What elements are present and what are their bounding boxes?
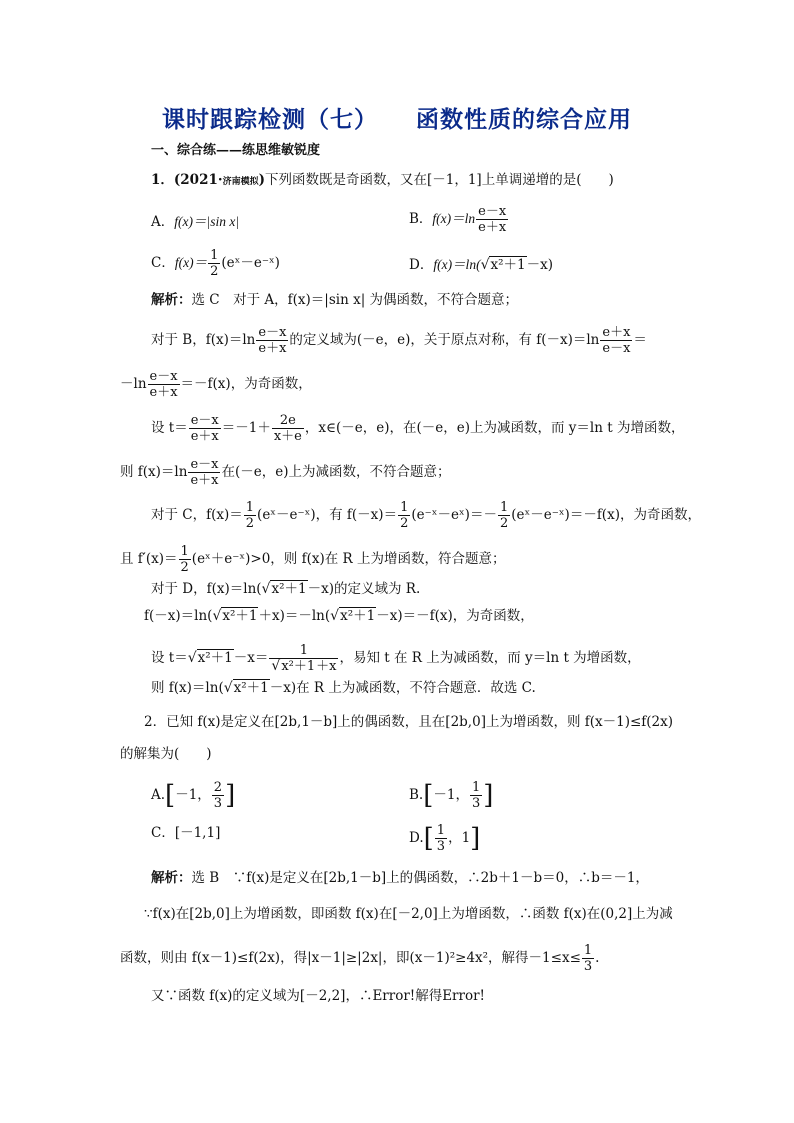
a1-l2-end: ＝ [633, 332, 647, 348]
a1-l9-end: －x)＝－f(x)，为奇函数， [376, 608, 534, 624]
option-c-label: C． [151, 255, 175, 271]
a1-l4-end: ，x∈(－e，e)，在(－e，e)上为减函数，而 y＝ln t 为增函数， [304, 420, 685, 436]
frac-den: e＋x [190, 429, 219, 444]
answer-label: 解析： [151, 870, 192, 886]
a1-l2-start: 对于 B，f(x)＝ln [151, 332, 256, 348]
sqrt-body: x²＋1 [271, 581, 307, 597]
half-frac [179, 544, 191, 575]
half-frac [398, 500, 410, 531]
right-bracket: ] [483, 780, 494, 811]
sqrt-body: x²＋1 [490, 257, 526, 273]
frac-num: 1 [269, 643, 338, 659]
a2-l3-frac [582, 943, 594, 974]
q1-source: (2021· [173, 172, 223, 188]
option-b-pre: f(x)＝ln [432, 211, 476, 226]
title-right: 函数性质的综合应用 [416, 106, 632, 133]
frac-den: 2 [400, 516, 409, 531]
frac-den: 3 [471, 796, 481, 811]
frac-num: 2 [213, 780, 223, 795]
a1-l10-start: 设 t＝ [151, 650, 188, 666]
sqrt-icon: √ [187, 650, 197, 666]
frac-num: 1 [471, 780, 481, 795]
a1-l2-frac1 [256, 325, 288, 356]
title-left: 课时跟踪检测（七） [162, 106, 378, 133]
frac-num: 1 [210, 248, 219, 263]
a1-l9-start: f(－x)＝ln( [144, 608, 213, 624]
q1-option-b [409, 204, 509, 235]
sqrt-icon: √ [223, 680, 233, 696]
a2-line-1 [151, 868, 649, 888]
plus-x: ＋x [316, 659, 337, 674]
frac-num: e－x [190, 457, 219, 472]
left-bracket: [ [423, 823, 434, 854]
frac-den: e＋x [258, 341, 287, 356]
a1-line-10 [151, 643, 641, 674]
q1-number: 1． [151, 172, 174, 188]
q1-option-d [409, 255, 553, 275]
right-bracket: ] [470, 823, 481, 854]
q1-stem [151, 170, 614, 192]
frac-num: 1 [499, 500, 509, 515]
a1-l3-start: －ln [120, 376, 147, 392]
a1-l5-end: 在(－e，e)上为减函数，不符合题意； [221, 464, 451, 480]
q2-option-a [151, 780, 235, 811]
option-c-frac [208, 248, 220, 279]
sqrt-body: x²＋1 [222, 608, 258, 624]
a1-l9-mid: ＋x)＝－ln( [258, 608, 331, 624]
left-bracket: [ [423, 780, 434, 811]
a1-l8-start: 对于 D，f(x)＝ln( [151, 581, 262, 597]
q1-option-a [151, 212, 239, 232]
a1-line-11 [151, 678, 536, 698]
frac-den: 3 [213, 796, 223, 811]
answer-label: 解析： [151, 292, 192, 308]
option-b-frac [476, 204, 508, 235]
q2-option-c: C．[－1,1] [151, 825, 221, 841]
q1-source-end: ) [258, 172, 265, 188]
q2-stem-2: 的解集为( ) [120, 746, 212, 762]
a1-l4-mid: ＝－1＋ [221, 420, 271, 436]
a1-line-9 [144, 606, 534, 626]
a1-line-7 [120, 544, 505, 575]
option-a-frac [212, 780, 224, 811]
frac-num: 1 [180, 544, 189, 559]
a2-l3-end: . [595, 950, 600, 966]
a1-line-4 [151, 413, 684, 444]
a1-l4-start: 设 t＝ [151, 420, 188, 436]
frac-den: 3 [583, 959, 593, 974]
sqrt-body: x²＋1 [281, 659, 316, 674]
a2-line-3 [120, 943, 599, 974]
a1-l11-end: －x)在 R 上为减函数，不符合题意．故选 C. [269, 680, 536, 696]
a1-l3-end: ＝－f(x)，为奇函数， [180, 376, 312, 392]
frac-den: 3 [436, 839, 446, 854]
a1-line-3 [120, 369, 312, 400]
option-b-label: B. [409, 787, 424, 803]
a1-line-8 [151, 579, 420, 599]
a1-l10-mid: －x＝ [233, 650, 269, 666]
q1-stem-text: 下列函数既是奇函数，又在[－1，1]上单调递增的是( ) [264, 172, 614, 188]
frac-num: 2e [272, 413, 304, 429]
option-d-pre: f(x)＝ln( [433, 257, 481, 272]
frac-num: e－x [190, 413, 219, 428]
a1-l2-mid: 的定义域为(－e，e)，关于原点对称，有 f(－x)＝ln [289, 332, 600, 348]
q2-option-d [409, 823, 480, 854]
sqrt-icon: √ [271, 658, 281, 674]
a1-l2-frac2 [600, 325, 632, 356]
a1-text-1: 选 C 对于 A，f(x)＝|sin x| 为偶函数，不符合题意； [191, 292, 519, 308]
a1-l10-frac [269, 643, 338, 674]
page-title [0, 101, 794, 134]
a1-l7-start: 且 f′(x)＝ [120, 551, 178, 567]
a1-l4-frac1 [189, 413, 221, 444]
frac-den: 2 [499, 516, 509, 531]
sqrt-icon: √ [480, 257, 490, 273]
option-b-frac [470, 780, 482, 811]
half-frac [498, 500, 510, 531]
frac-den [269, 659, 338, 674]
frac-num: 1 [583, 943, 593, 958]
q2-stem: 2．已知 f(x)是定义在[2b,1－b]上的偶函数，且在[2b,0]上为增函数，则 f(x－1)≤f(2x) [144, 714, 674, 730]
a2-l3-start: 函数，则由 f(x－1)≤f(2x)，得|x－1|≥|2x|，即(x－1)²≥4x²，解得－1≤x≤ [120, 950, 581, 966]
sqrt-body: x²＋1 [197, 650, 233, 666]
a1-l8-mid: －x) [307, 581, 334, 597]
option-d-frac [435, 823, 447, 854]
frac-num: e－x [478, 204, 507, 219]
a1-l6-start: 对于 C，f(x)＝ [151, 507, 243, 523]
option-a-text: －1， [175, 787, 211, 803]
a1-l7-end: (eˣ＋e⁻ˣ)>0，则 f(x)在 R 上为增函数，符合题意； [191, 551, 506, 567]
left-bracket: [ [165, 780, 176, 811]
sqrt-icon: √ [261, 581, 271, 597]
option-a-label: A． [151, 214, 175, 230]
a1-l6-c: (eˣ－e⁻ˣ)＝－f(x)，为奇函数， [511, 507, 701, 523]
frac-den: e＋x [190, 473, 219, 488]
a1-l3-frac [148, 369, 180, 400]
a1-l11-start: 则 f(x)＝ln( [151, 680, 224, 696]
frac-num: e－x [258, 325, 287, 340]
a1-l5-frac [188, 457, 220, 488]
option-b-text: －1， [433, 787, 469, 803]
a2-line-4: 又∵函数 f(x)的定义域为[－2,2]，∴Error!解得Error! [151, 988, 485, 1004]
sqrt-body: x²＋1 [340, 608, 376, 624]
option-b-label: B． [409, 211, 433, 227]
frac-num: 1 [245, 500, 255, 515]
frac-num: 1 [436, 823, 446, 838]
a1-l8-end: 的定义域为 R. [333, 581, 421, 597]
option-d-text: ，1 [448, 830, 471, 846]
option-a-expr: f(x)＝|sin x| [174, 214, 240, 229]
frac-den: 2 [180, 560, 189, 575]
q1-option-c [151, 248, 280, 279]
q2-option-b [409, 780, 493, 811]
frac-num: 1 [400, 500, 409, 515]
frac-den: e－x [602, 341, 631, 356]
option-d-label: D． [409, 257, 434, 273]
a2-line-2: ∵f(x)在[2b,0]上为增函数，即函数 f(x)在[－2,0]上为增函数，∴函数 f(x)在(0,2]上为减 [144, 906, 673, 922]
option-a-label: A. [151, 787, 166, 803]
half-frac [244, 500, 256, 531]
option-c-post: (eˣ－e⁻ˣ) [221, 255, 280, 271]
a1-l5-start: 则 f(x)＝ln [120, 464, 188, 480]
right-bracket: ] [225, 780, 236, 811]
sqrt-icon: √ [330, 608, 340, 624]
a1-l4-frac2 [272, 413, 304, 444]
frac-den: e＋x [478, 220, 507, 235]
frac-den: 2 [210, 264, 219, 279]
section-heading: 一、综合练——练思维敏锐度 [151, 143, 321, 158]
sqrt-body: x²＋1 [233, 680, 269, 696]
frac-den: x＋e [273, 429, 302, 444]
a1-line-2 [151, 325, 647, 356]
q1-source-small: 济南模拟 [222, 177, 259, 187]
a1-line-6 [151, 500, 701, 531]
a1-l6-b: (e⁻ˣ－eˣ)＝－ [411, 507, 497, 523]
option-d-post: －x) [526, 257, 553, 273]
a1-l6-a: (eˣ－e⁻ˣ)，有 f(－x)＝ [257, 507, 398, 523]
option-c-pre: f(x)＝ [174, 255, 208, 270]
sqrt-icon: √ [212, 608, 222, 624]
frac-num: e－x [149, 369, 178, 384]
frac-den: 2 [245, 516, 255, 531]
a1-line-1 [151, 290, 518, 310]
a2-text-1: 选 B ∵f(x)是定义在[2b,1－b]上的偶函数，∴2b＋1－b＝0，∴b＝－1， [191, 870, 649, 886]
a1-l10-end: ，易知 t 在 R 上为减函数，而 y＝ln t 为增函数， [339, 650, 641, 666]
frac-num: e＋x [602, 325, 631, 340]
option-d-label: D. [409, 830, 424, 846]
a1-line-5 [120, 457, 451, 488]
frac-den: e＋x [149, 385, 178, 400]
